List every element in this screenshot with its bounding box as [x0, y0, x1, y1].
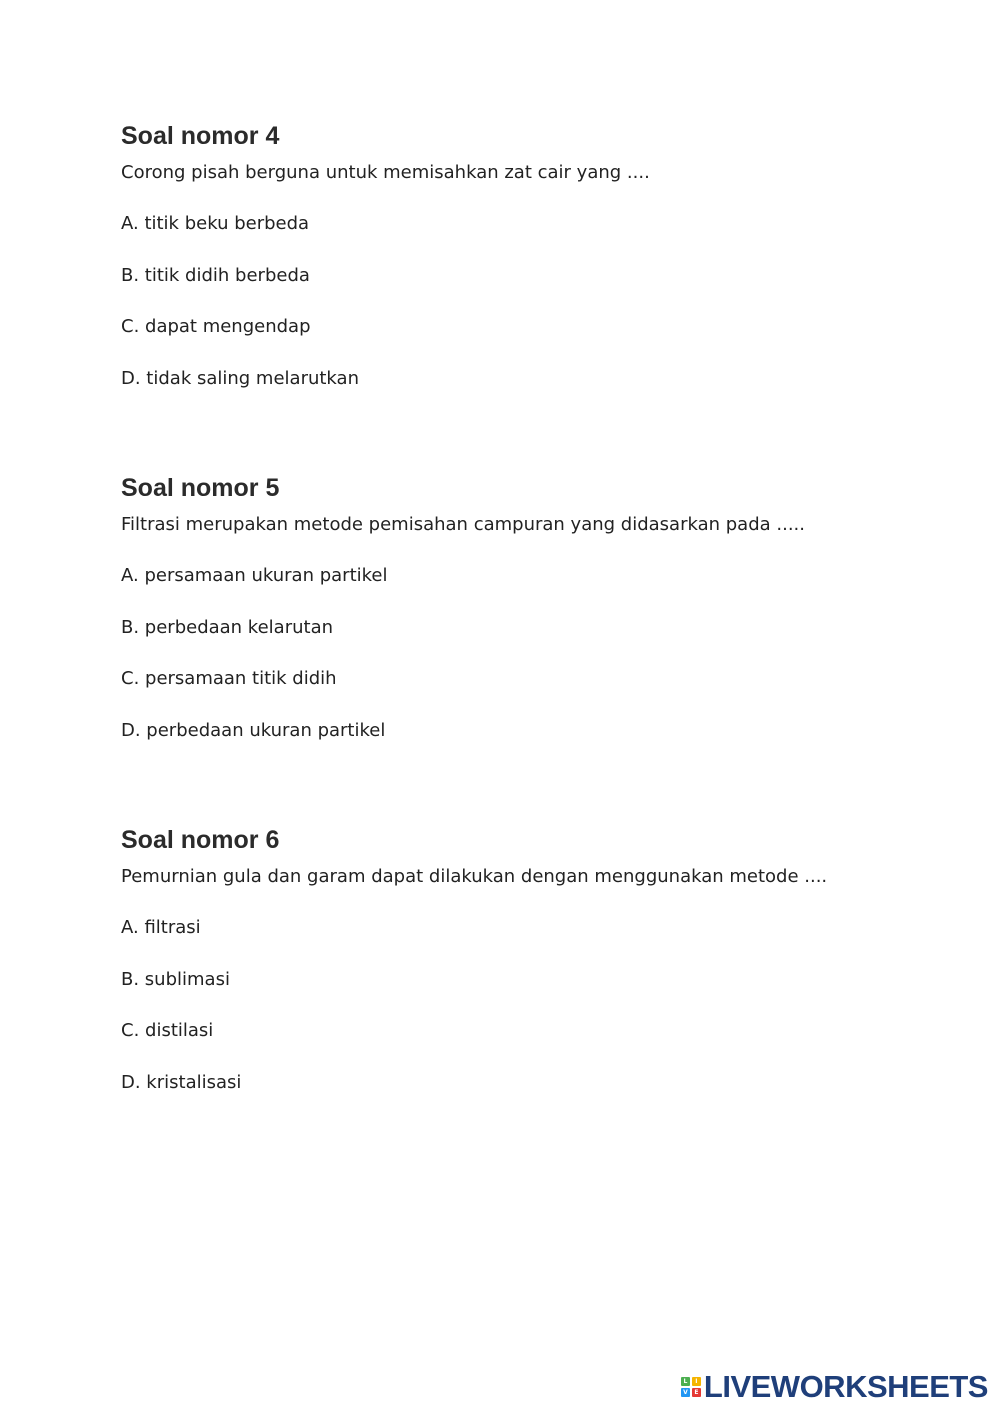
option-d: D. perbedaan ukuran partikel — [121, 720, 386, 741]
option-a: A. filtrasi — [121, 917, 201, 938]
logo-text: LIVEWORKSHEETS — [703, 1369, 988, 1404]
question-title: Soal nomor 4 — [121, 122, 280, 150]
question-5 — [121, 473, 901, 741]
question-title: Soal nomor 6 — [121, 826, 280, 854]
option-a: A. titik beku berbeda — [121, 213, 310, 234]
question-text: Pemurnian gula dan garam dapat dilakukan dengan menggunakan metode .... — [121, 866, 828, 887]
question-text: Filtrasi merupakan metode pemisahan campuran yang didasarkan pada ..... — [121, 514, 805, 535]
logo-mark-tile: I — [692, 1377, 701, 1386]
option-c: C. persamaan titik didih — [121, 668, 337, 689]
logo-mark-tile: E — [692, 1388, 701, 1397]
option-b: B. sublimasi — [121, 969, 230, 990]
question-text: Corong pisah berguna untuk memisahkan zat cair yang .... — [121, 162, 650, 183]
question-4 — [121, 121, 901, 389]
option-c: C. dapat mengendap — [121, 316, 311, 337]
option-d: D. tidak saling melarutkan — [121, 368, 359, 389]
question-6 — [121, 825, 901, 1093]
liveworksheets-logo-icon — [681, 1377, 701, 1397]
option-b: B. perbedaan kelarutan — [121, 617, 334, 638]
option-a: A. persamaan ukuran partikel — [121, 565, 388, 586]
question-title: Soal nomor 5 — [121, 474, 280, 502]
option-d: D. kristalisasi — [121, 1072, 242, 1093]
option-c: C. distilasi — [121, 1020, 214, 1041]
option-b: B. titik didih berbeda — [121, 265, 310, 286]
logo-mark-tile: V — [681, 1388, 690, 1397]
liveworksheets-logo — [681, 1370, 988, 1404]
logo-mark-tile: L — [681, 1377, 690, 1386]
